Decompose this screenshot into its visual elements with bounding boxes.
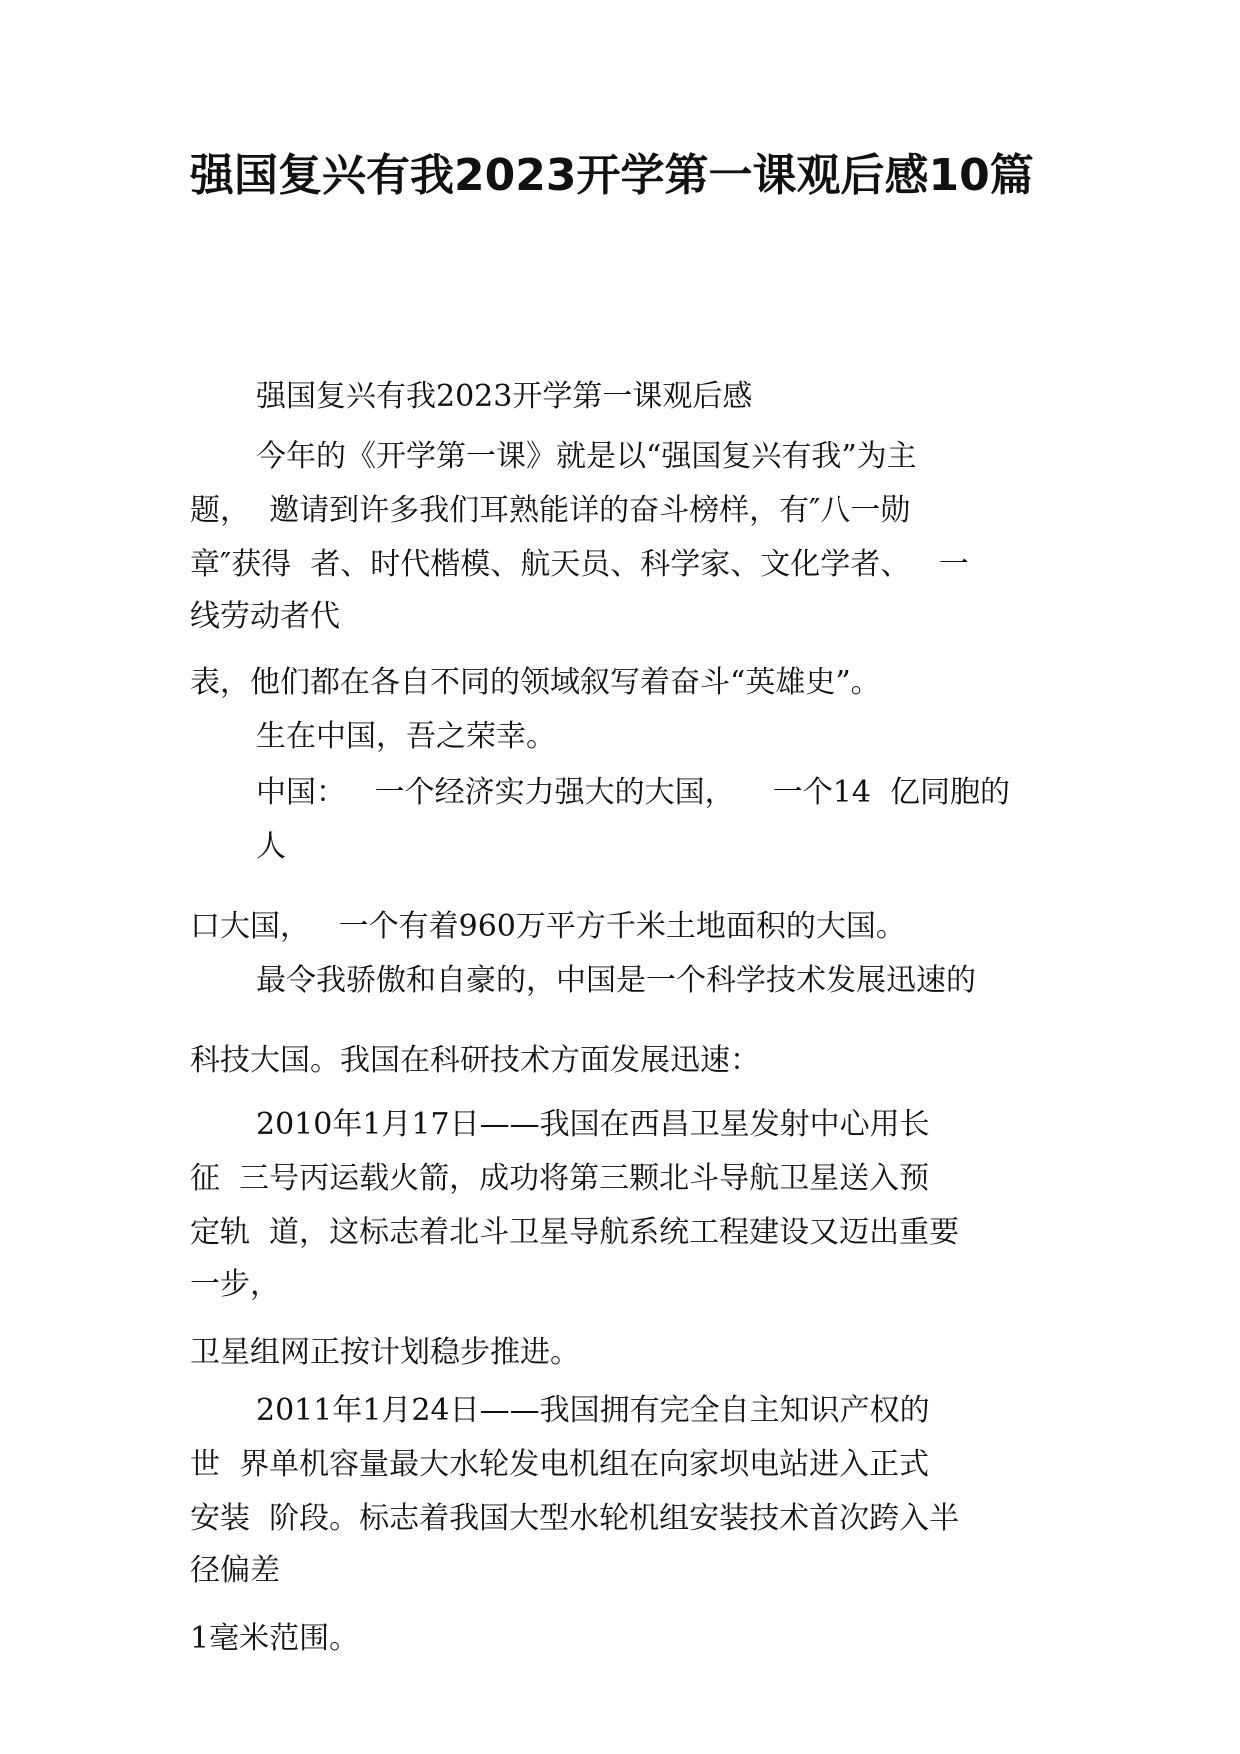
body-line: 征 三号丙运载火箭，成功将第三颗北斗导航卫星送入预	[190, 1161, 930, 1196]
body-line: 最令我骄傲和自豪的，中国是一个科学技术发展迅速的	[256, 963, 976, 998]
body-line: 定轨 道，这标志着北斗卫星导航系统工程建设又迈出重要	[190, 1215, 960, 1250]
body-line: 世 界单机容量最大水轮发电机组在向家坝电站进入正式	[190, 1447, 930, 1482]
body-line: 今年的《开学第一课》就是以“强国复兴有我”为主	[256, 439, 917, 474]
body-line: 2011年1月24日——我国拥有完全自主知识产权的	[256, 1393, 930, 1428]
body-line: 2010年1月17日——我国在西昌卫星发射中心用长	[256, 1107, 930, 1142]
body-line: 生在中国，吾之荣幸。	[256, 719, 556, 754]
document-title: 强国复兴有我2023开学第一课观后感10篇	[190, 150, 1034, 201]
body-line: 科技大国。我国在科研技术方面发展迅速：	[190, 1043, 760, 1078]
body-line: 表，他们都在各自不同的领域叙写着奋斗“英雄史”。	[190, 665, 881, 700]
body-line: 线劳动者代	[190, 599, 340, 634]
body-line: 人	[256, 829, 286, 864]
body-line: 卫星组网正按计划稳步推进。	[190, 1335, 580, 1370]
body-line: 安装 阶段。标志着我国大型水轮机组安装技术首次跨入半	[190, 1501, 960, 1536]
body-line: 章″获得 者、时代楷模、航天员、科学家、文化学者、 一	[190, 547, 969, 582]
body-line: 题， 邀请到许多我们耳熟能详的奋斗榜样，有″八一勋	[190, 493, 911, 528]
body-line: 强国复兴有我2023开学第一课观后感	[256, 379, 753, 414]
body-line: 口大国， 一个有着960万平方千米土地面积的大国。	[190, 909, 906, 944]
body-line: 一步，	[190, 1267, 280, 1302]
body-line: 径偏差	[190, 1553, 280, 1588]
body-line: 中国： 一个经济实力强大的大国， 一个14 亿同胞的	[256, 775, 1010, 810]
body-line: 1毫米范围。	[190, 1621, 360, 1656]
